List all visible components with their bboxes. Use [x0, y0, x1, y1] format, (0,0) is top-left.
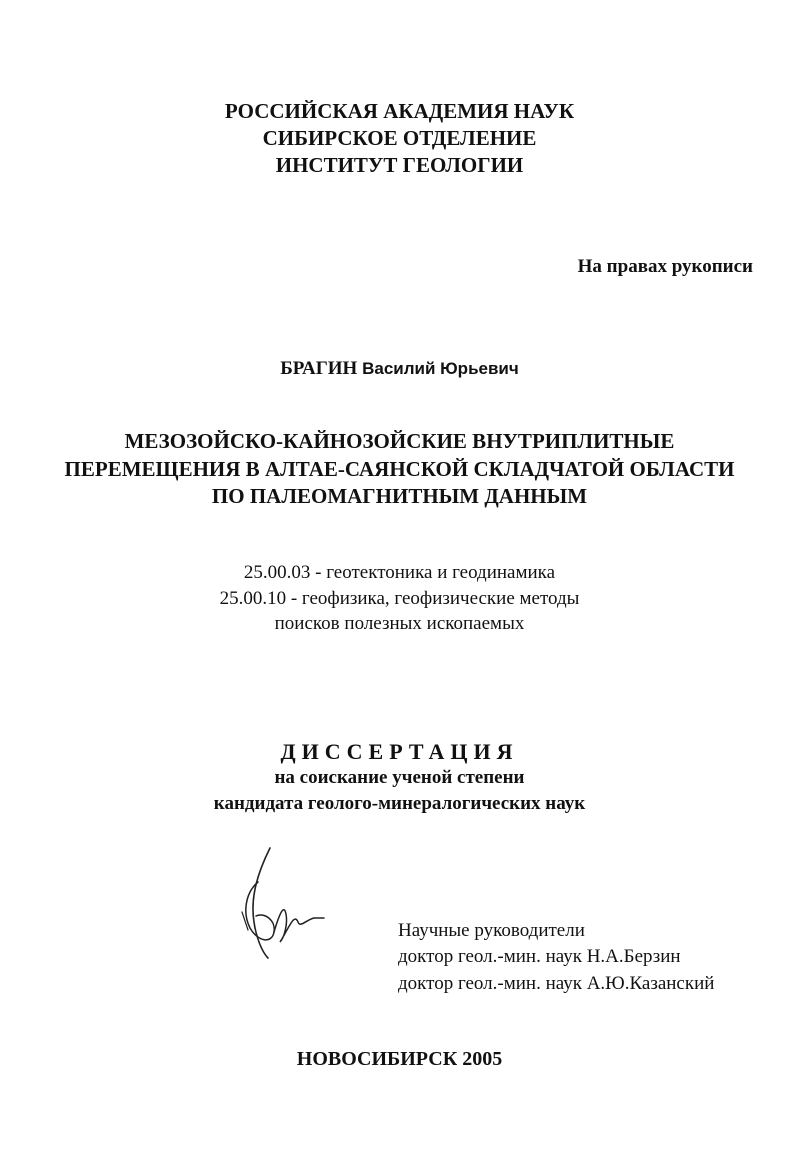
author-given-names: Василий Юрьевич [362, 359, 519, 378]
dissertation-title-line-2: ПЕРЕМЕЩЕНИЯ В АЛТАЕ-САЯНСКОЙ СКЛАДЧАТОЙ ОБЛАСТИ [64, 457, 735, 481]
specialty-2: 25.00.10 - геофизика, геофизические методы [219, 588, 580, 609]
institute-name: ИНСТИТУТ ГЕОЛОГИИ [275, 153, 524, 177]
dissertation-heading: ДИССЕРТАЦИЯ [280, 739, 519, 764]
specialty-1: 25.00.03 - геотектоника и геодинамика [243, 562, 556, 583]
supervisors-label: Научные руководители [398, 920, 585, 941]
author-name [0, 359, 799, 378]
author-surname: БРАГИН [280, 358, 358, 379]
supervisor-2: доктор геол.-мин. наук А.Ю.Казанский [398, 973, 715, 994]
manuscript-rights-note: На правах рукописи [577, 256, 753, 277]
degree-name: кандидата геолого-минералогических наук [213, 793, 586, 814]
specialty-2-continued: поисков полезных ископаемых [274, 613, 525, 634]
handwritten-signature [228, 842, 328, 962]
dissertation-title-line-3: ПО ПАЛЕОМАГНИТНЫМ ДАННЫМ [211, 484, 588, 508]
branch-name: СИБИРСКОЕ ОТДЕЛЕНИЕ [262, 126, 537, 150]
city-and-year: НОВОСИБИРСК 2005 [296, 1048, 503, 1070]
supervisor-1: доктор геол.-мин. наук Н.А.Берзин [398, 946, 681, 967]
academy-name: РОССИЙСКАЯ АКАДЕМИЯ НАУК [224, 99, 575, 123]
degree-purpose: на соискание ученой степени [274, 767, 525, 788]
dissertation-title-line-1: МЕЗОЗОЙСКО-КАЙНОЗОЙСКИЕ ВНУТРИПЛИТНЫЕ [124, 429, 675, 453]
